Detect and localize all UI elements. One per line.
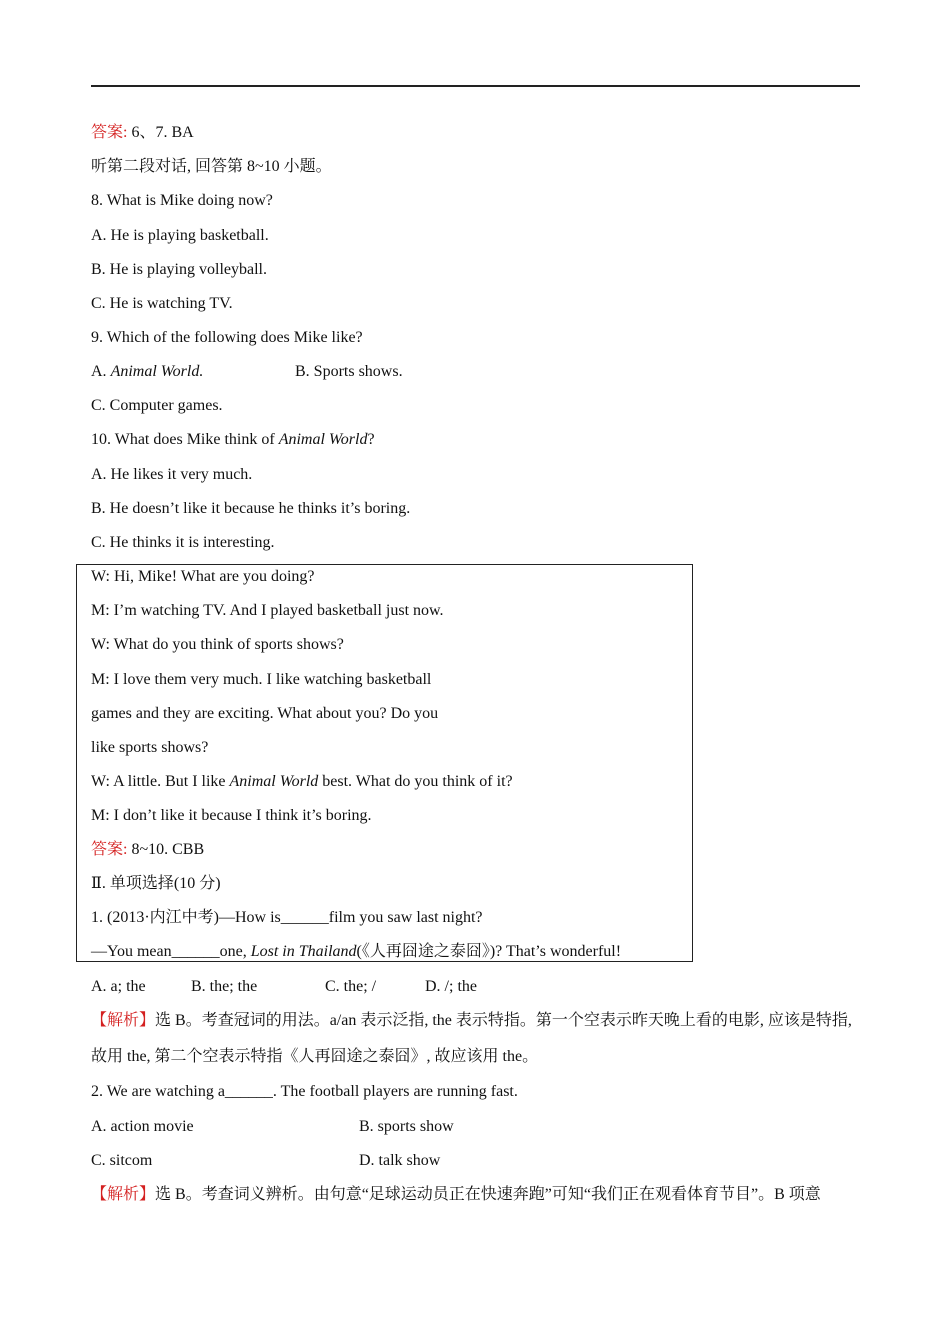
analysis-label: 【解析】 — [91, 1012, 156, 1029]
mc2-option-a: A. action movie — [91, 1118, 194, 1135]
transcript-line: M: I don’t like it because I think it’s boring. — [91, 807, 372, 824]
q10-option-a: A. He likes it very much. — [91, 466, 253, 483]
q9-option-c: C. Computer games. — [91, 397, 223, 414]
transcript-line: M: I love them very much. I like watching basketball — [91, 671, 432, 688]
q9-stem: 9. Which of the following does Mike like? — [91, 329, 363, 346]
transcript-line: games and they are exciting. What about you? Do you — [91, 705, 439, 722]
mc1-option-d: D. /; the — [425, 978, 477, 995]
q10-option-b: B. He doesn’t like it because he thinks it’s boring. — [91, 500, 411, 517]
answer-6-7: 答案: 6、7. BA — [91, 124, 194, 141]
q8-option-b: B. He is playing volleyball. — [91, 261, 267, 278]
q9-option-b: B. Sports shows. — [295, 363, 403, 380]
analysis-label: 【解析】 — [91, 1186, 156, 1203]
mc2-option-d: D. talk show — [359, 1152, 441, 1169]
q8-stem: 8. What is Mike doing now? — [91, 192, 273, 209]
header-rule — [91, 85, 860, 87]
q9-option-a: A. Animal World. — [91, 363, 204, 380]
transcript-line: W: Hi, Mike! What are you doing? — [91, 568, 315, 585]
q10-option-c: C. He thinks it is interesting. — [91, 534, 275, 551]
transcript-box — [76, 564, 693, 962]
q8-option-a: A. He is playing basketball. — [91, 227, 269, 244]
transcript-line: like sports shows? — [91, 739, 209, 756]
mc2-option-c: C. sitcom — [91, 1152, 153, 1169]
mc2-option-b: B. sports show — [359, 1118, 454, 1135]
mc2-stem: 2. We are watching a______. The football players are running fast. — [91, 1083, 518, 1100]
mc1-reply: —You mean______one, Lost in Thailand(《人再囧途之泰囧》)? That’s wonderful! — [91, 943, 622, 960]
mc1-option-a: A. a; the — [91, 978, 146, 995]
transcript-line: M: I’m watching TV. And I played basketball just now. — [91, 602, 444, 619]
mc1-stem: 1. (2013·内江中考)—How is______film you saw last night? — [91, 909, 483, 926]
section-heading: Ⅱ. 单项选择(10 分) — [91, 875, 221, 892]
mc2-analysis-line1: 【解析】选 B。考查词义辨析。由句意“足球运动员正在快速奔跑”可知“我们正在观看体育节目”。B 项意 — [91, 1186, 821, 1203]
transcript-line: W: A little. But I like Animal World best. What do you think of it? — [91, 773, 513, 790]
transcript-line: W: What do you think of sports shows? — [91, 636, 344, 653]
q8-option-c: C. He is watching TV. — [91, 295, 233, 312]
answer-label: 答案: — [91, 841, 128, 858]
answer-8-10: 答案: 8~10. CBB — [91, 841, 205, 858]
mc1-option-b: B. the; the — [191, 978, 258, 995]
mc1-option-c: C. the; / — [325, 978, 377, 995]
mc1-analysis-line1: 【解析】选 B。考查冠词的用法。a/an 表示泛指, the 表示特指。第一个空表示昨天晚上看的电影, 应该是特指, — [91, 1012, 852, 1029]
mc1-analysis-line2: 故用 the, 第二个空表示特指《人再囧途之泰囧》, 故应该用 the。 — [91, 1048, 539, 1065]
q10-stem: 10. What does Mike think of Animal World? — [91, 431, 375, 448]
answer-label: 答案: — [91, 124, 128, 141]
instruction: 听第二段对话, 回答第 8~10 小题。 — [91, 158, 332, 175]
